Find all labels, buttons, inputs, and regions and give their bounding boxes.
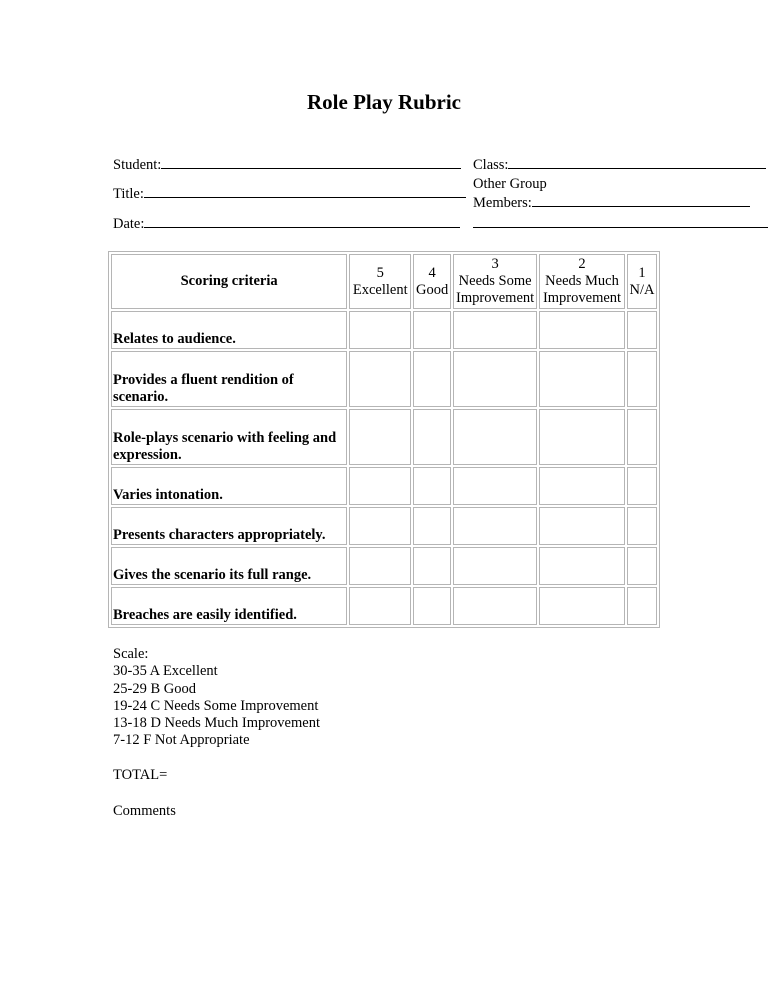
score-cell-4[interactable] [413,311,451,349]
score-cell-5[interactable] [349,547,411,585]
score-cell-1[interactable] [627,467,657,505]
header-2-label-2: Improvement [542,290,622,306]
date-blank[interactable] [144,214,460,228]
score-cell-5[interactable] [349,507,411,545]
header-5-number: 5 [376,264,384,281]
criterion-label: Gives the scenario its full range. [111,547,347,585]
scale-item: 19-24 C Needs Some Improvement [113,697,319,714]
score-cell-3[interactable] [453,547,537,585]
scale-item: 30-35 A Excellent [113,663,218,680]
scale-heading: Scale: [113,646,149,662]
header-3-label-1: Needs Some [458,273,532,289]
criterion-label: Breaches are easily identified. [111,587,347,625]
score-cell-3[interactable] [453,507,537,545]
criterion-label: Relates to audience. [111,311,347,349]
table-row [111,467,657,505]
score-cell-4[interactable] [413,547,451,585]
student-field[interactable] [113,155,461,174]
score-cell-3[interactable] [453,311,537,349]
score-cell-2[interactable] [539,587,625,625]
table-row [111,547,657,585]
header-score-5 [349,254,411,309]
header-score-4 [413,254,451,309]
date-field[interactable] [113,214,460,233]
header-5-label: Excellent [352,281,408,298]
score-cell-3[interactable] [453,409,537,465]
header-4-number: 4 [428,264,436,281]
score-cell-2[interactable] [539,467,625,505]
rubric-table [108,251,660,628]
table-row [111,587,657,625]
header-score-2 [539,254,625,309]
title-blank[interactable] [144,184,466,198]
score-cell-4[interactable] [413,507,451,545]
table-row [111,351,657,407]
page-title: Role Play Rubric [307,90,461,114]
title-label: Title: [113,186,144,202]
total-label: TOTAL= [113,767,168,783]
score-cell-3[interactable] [453,587,537,625]
score-cell-2[interactable] [539,409,625,465]
scale-item: 7-12 F Not Appropriate [113,732,250,749]
score-cell-5[interactable] [349,587,411,625]
other-group-label: Other Group [473,176,547,192]
members-extra-field[interactable] [473,214,768,233]
score-cell-1[interactable] [627,507,657,545]
score-cell-4[interactable] [413,351,451,407]
score-cell-1[interactable] [627,311,657,349]
header-4-label: Good [416,281,449,298]
table-row [111,409,657,465]
score-cell-5[interactable] [349,467,411,505]
score-cell-2[interactable] [539,351,625,407]
header-1-label: N/A [629,281,655,298]
criterion-label: Provides a fluent rendition of scenario. [111,351,347,407]
score-cell-1[interactable] [627,547,657,585]
score-cell-5[interactable] [349,409,411,465]
rubric-header-row [111,254,657,309]
members-label: Members: [473,195,532,211]
class-label: Class: [473,157,509,173]
scale-section [113,646,320,750]
table-row [111,507,657,545]
header-2-label-1: Needs Much [545,273,619,289]
date-label: Date: [113,216,145,232]
header-score-1 [627,254,657,309]
score-cell-2[interactable] [539,311,625,349]
criterion-label: Presents characters appropriately. [111,507,347,545]
header-2-number: 2 [578,256,586,272]
score-cell-2[interactable] [539,547,625,585]
score-cell-4[interactable] [413,467,451,505]
header-score-3 [453,254,537,309]
header-1-number: 1 [638,264,646,281]
score-cell-4[interactable] [413,587,451,625]
student-label: Student: [113,157,162,173]
header-3-number: 3 [491,256,499,272]
class-field[interactable] [473,155,766,174]
criterion-label: Role-plays scenario with feeling and expression. [111,409,347,465]
score-cell-3[interactable] [453,467,537,505]
members-field[interactable] [473,193,750,212]
score-cell-1[interactable] [627,351,657,407]
score-cell-4[interactable] [413,409,451,465]
score-cell-5[interactable] [349,351,411,407]
score-cell-5[interactable] [349,311,411,349]
score-cell-2[interactable] [539,507,625,545]
score-cell-1[interactable] [627,409,657,465]
table-row [111,311,657,349]
header-3-label-2: Improvement [456,290,535,306]
scale-item: 13-18 D Needs Much Improvement [113,715,320,732]
header-scoring-criteria: Scoring criteria [111,254,347,309]
criterion-label: Varies intonation. [111,467,347,505]
comments-label: Comments [113,803,176,819]
members-blank[interactable] [532,193,750,207]
student-blank[interactable] [161,155,461,169]
score-cell-1[interactable] [627,587,657,625]
scale-item: 25-29 B Good [113,680,196,697]
score-cell-3[interactable] [453,351,537,407]
class-blank[interactable] [508,155,766,169]
members-extra-blank[interactable] [473,214,768,228]
title-field[interactable] [113,184,466,203]
